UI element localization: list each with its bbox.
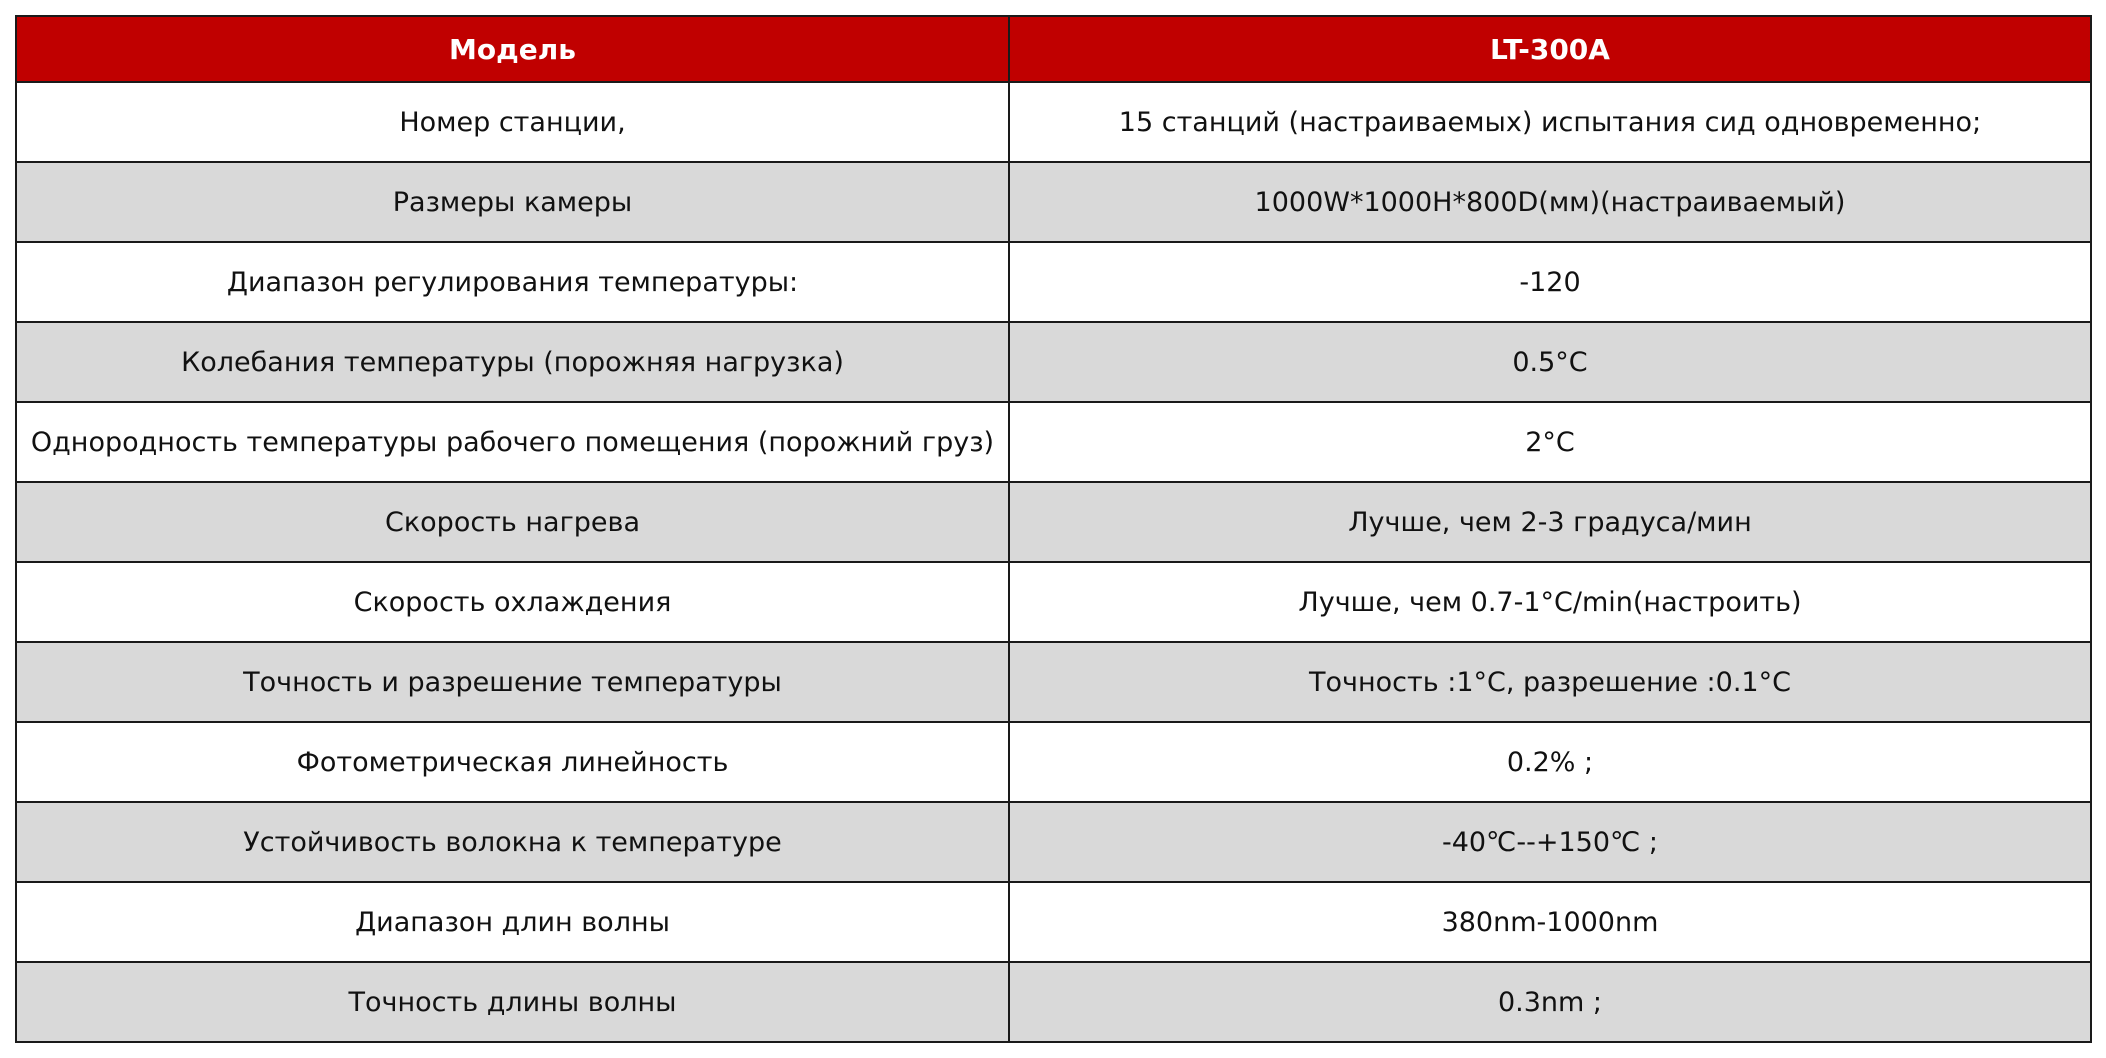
value-cell: 0.5°C [1009,322,2091,402]
spec-table [15,15,2092,1043]
value-cell: 0.3nm ; [1009,962,2091,1042]
table-row [16,722,2091,802]
table-row [16,402,2091,482]
value-cell: Лучше, чем 0.7-1°C/min(настроить) [1009,562,2091,642]
table-row [16,162,2091,242]
value-cell: 380nm-1000nm [1009,882,2091,962]
param-cell: Диапазон длин волны [16,882,1009,962]
param-cell: Скорость нагрева [16,482,1009,562]
param-cell: Диапазон регулирования температуры: [16,242,1009,322]
table-row [16,802,2091,882]
table-row [16,82,2091,162]
param-cell: Точность и разрешение температуры [16,642,1009,722]
param-cell: Точность длины волны [16,962,1009,1042]
table-row [16,642,2091,722]
param-cell: Номер станции, [16,82,1009,162]
param-cell: Скорость охлаждения [16,562,1009,642]
param-cell: Фотометрическая линейность [16,722,1009,802]
table-row [16,562,2091,642]
value-cell: 15 станций (настраиваемых) испытания сид одновременно; [1009,82,2091,162]
value-cell: 1000W*1000H*800D(мм)(настраиваемый) [1009,162,2091,242]
param-cell: Однородность температуры рабочего помещения (порожний груз) [16,402,1009,482]
value-cell: -120 [1009,242,2091,322]
value-cell: -40℃--+150℃ ; [1009,802,2091,882]
table-row [16,242,2091,322]
header-row [16,16,2091,82]
table-row [16,482,2091,562]
value-cell: Лучше, чем 2-3 градуса/мин [1009,482,2091,562]
param-cell: Устойчивость волокна к температуре [16,802,1009,882]
table-row [16,322,2091,402]
param-cell: Размеры камеры [16,162,1009,242]
value-cell: Точность :1°C, разрешение :0.1°C [1009,642,2091,722]
table-row [16,882,2091,962]
header-param-cell: Модель [16,16,1009,82]
value-cell: 0.2% ; [1009,722,2091,802]
param-cell: Колебания температуры (порожняя нагрузка) [16,322,1009,402]
table-row [16,962,2091,1042]
value-cell: 2°C [1009,402,2091,482]
header-value-cell: LT-300A [1009,16,2091,82]
